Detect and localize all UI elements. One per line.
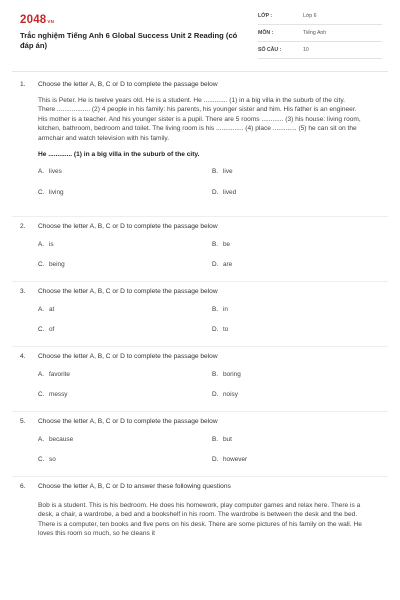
meta-label: SỐ CÂU : [258, 47, 282, 53]
option-d[interactable]: D. to [212, 326, 229, 334]
option-d[interactable]: D. lived [212, 189, 237, 197]
question-header [20, 285, 380, 300]
question-prompt: Choose the letter A, B, C or D to complete the passage below [38, 418, 218, 426]
meta-value: Tiếng Anh [303, 30, 327, 36]
option-b[interactable]: B. in [212, 306, 228, 314]
header-divider [12, 71, 388, 72]
question-number: 3. [20, 288, 26, 296]
question-prompt: Choose the letter A, B, C or D to complete the passage below [38, 288, 218, 296]
answer-options [38, 371, 380, 411]
question-prompt: Choose the letter A, B, C or D to complete the passage below [38, 81, 218, 88]
question-list [20, 78, 380, 539]
option-d[interactable]: D. noisy [212, 391, 238, 399]
answer-options [38, 436, 380, 476]
meta-label: LỚP : [258, 13, 273, 19]
question-5 [20, 415, 380, 476]
meta-value: Lớp 6 [303, 13, 317, 19]
option-b[interactable]: B. but [212, 436, 232, 444]
meta-row-subject [258, 29, 382, 42]
question-divider [12, 281, 388, 282]
question-header [20, 480, 380, 495]
answer-options [38, 241, 380, 281]
site-logo[interactable] [20, 14, 54, 26]
question-number: 4. [20, 353, 26, 361]
question-3 [20, 285, 380, 346]
option-a[interactable]: A. lives [38, 168, 62, 176]
question-divider [12, 216, 388, 217]
question-prompt: Choose the letter A, B, C or D to complete the passage below [38, 353, 218, 361]
option-a[interactable]: A. is [38, 241, 54, 249]
question-prompt: Choose the letter A, B, C or D to answer these following questions [38, 483, 231, 491]
question-header [20, 350, 380, 365]
question-6 [20, 480, 380, 539]
question-number: 5. [20, 418, 26, 426]
reading-passage: This is Peter. He is twelve years old. He is a student. He ............. (1) in a big villa in the suburb of the city. There .................. (2) 4 people in his family: his parents, his younger sister and him. His father is an engineer. His mother is a teacher. And his younger sister is a pupil. There are 5 rooms ............ (3) his house: living room, kitchen, bathroom, bedroom and toilet. The living room is his ............... (4) place ............. (5) he can sit on the armchair and watch television with his family. [38, 97, 361, 142]
question-4 [20, 350, 380, 411]
question-number: 6. [20, 483, 26, 491]
meta-value: 10 [303, 47, 309, 53]
answer-options [38, 168, 380, 216]
option-c[interactable]: C. of [38, 326, 55, 334]
question-divider [12, 346, 388, 347]
option-c[interactable]: C. messy [38, 391, 68, 399]
question-header [20, 415, 380, 430]
option-c[interactable]: C. living [38, 189, 64, 197]
question-divider [12, 476, 388, 477]
option-d[interactable]: D. however [212, 456, 248, 464]
option-b[interactable]: B. be [212, 241, 231, 249]
logo-text: 2048 [20, 14, 47, 26]
option-c[interactable]: C. being [38, 261, 65, 269]
logo-suffix: VN [47, 19, 55, 24]
option-b[interactable]: B. boring [212, 371, 241, 379]
meta-info [258, 12, 382, 63]
question-header [20, 78, 380, 93]
header [20, 12, 382, 62]
option-d[interactable]: D. are [212, 261, 233, 269]
question-prompt: Choose the letter A, B, C or D to complete the passage below [38, 223, 218, 231]
option-c[interactable]: C. so [38, 456, 56, 464]
question-header [20, 220, 380, 235]
option-a[interactable]: A. at [38, 306, 55, 314]
question-1 [20, 78, 380, 216]
option-a[interactable]: A. because [38, 436, 74, 444]
option-b[interactable]: B. live [212, 168, 233, 176]
answer-options [38, 306, 380, 346]
reading-passage: Bob is a student. This is his bedroom. He does his homework, play computer games and relax here. There is a desk, a chair, a wardrobe, a bed and a bookshelf in his room. The wardrobe is between the desk and the bed. There is a computer, ten books and five pens on his desk. There are some pictures of his family on the wall. He loves this room so much, so he cleans it [38, 502, 362, 538]
meta-label: MÔN : [258, 30, 274, 36]
page-title: Trắc nghiệm Tiếng Anh 6 Global Success Unit 2 Reading (có đáp án) [20, 31, 238, 50]
question-divider [12, 411, 388, 412]
meta-row-class [258, 12, 382, 25]
question-sentence: He ............. (1) in a big villa in the suburb of the city. [38, 151, 200, 159]
question-number: 1. [20, 81, 26, 88]
question-number: 2. [20, 223, 26, 231]
question-2 [20, 220, 380, 281]
option-a[interactable]: A. favorite [38, 371, 70, 379]
meta-row-count [258, 46, 382, 59]
